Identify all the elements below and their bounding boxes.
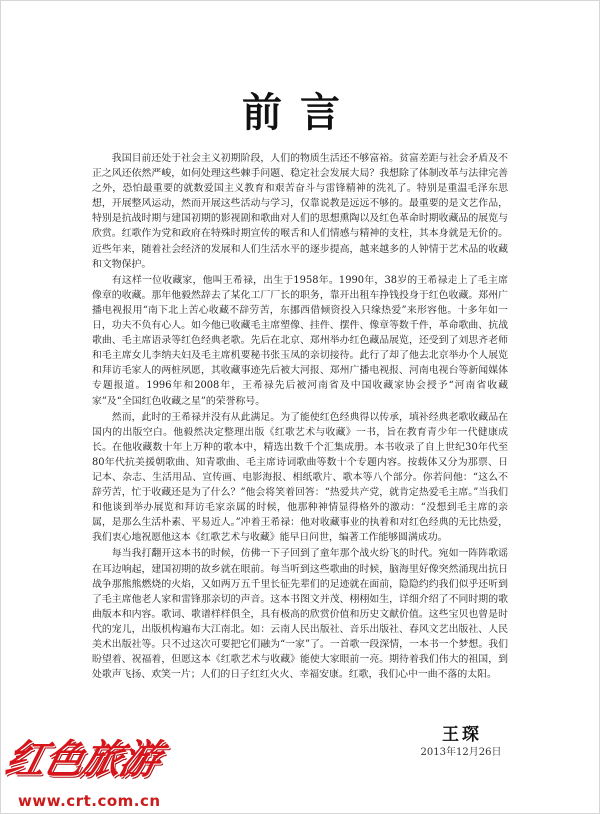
signature-date: 2013年12月26日 <box>420 747 502 758</box>
paragraph-4: 每当我打翻开这本书的时候，仿佛一下子回到了童年那个战火纷飞的时代。宛如一阵阵歌谣在耳边响起，建国初期的故乡就在眼前。每当听到这些歌曲的时候，脑海里好像突然涌现出抗日战争那熊熊燃烧的火焰，又如两万五千里长征先辈们的足迹就在面前，隐隐约约我们似乎还听到了毛主席他老人家和雷锋那亲切的声音。这本书图文并茂、栩栩如生，详细介绍了不同时期的歌曲版本和内容。歌词、歌谱样样俱全，具有极高的欣赏价值和历史文献价值。这些宝贝也曾是时代的宠儿，出版机构遍布大江南北。如：云南人民出版社、音乐出版社、春风文艺出版社、人民美术出版社等。只不过这次可要把它们融为“一家”了。一首歌一段深情，一本书一个梦想。我们盼望着、祝福着，但愿这本《红歌艺术与收藏》能使大家眼前一亮。期待着我们伟大的祖国，到处歌声飞扬、欢笑一片；人们的日子红红火火、幸福安康。红歌，我们心中一曲不落的太阳。 <box>92 548 508 681</box>
paragraph-1: 我国目前还处于社会主义初期阶段，人们的物质生活还不够富裕。贫富差距与社会矛盾及不正之风还依然严峻，如何处理这些棘手问题、稳定社会发展大局？我想除了体制改革与法律完善之外，恐怕最重要的就数爱国主义教育和艰苦奋斗与雷锋精神的洗礼了。特别是重温毛泽东思想，开展整风运动，然而开展这些活动与学习，仅靠说教是远远不够的。最重要的是文艺作品，特别是抗战时期与建国初期的影视剧和歌曲对人们的思想熏陶以及红色革命时期收藏品的展览与欣赏。红歌作为党和政府在特殊时期宣传的喉舌和人们情感与精神的支柱，其本身就是无价的。近些年来，随着社会经济的发展和人们生活水平的逐步提高，越来越多的人钟情于艺术品的收藏和文物保护。 <box>92 153 508 270</box>
preface-body <box>92 151 508 683</box>
author-signature: 王琛 <box>442 725 482 745</box>
watermark-logo: 红色旅游 <box>0 737 164 783</box>
watermark-url: www.crt.com.cn <box>18 792 161 810</box>
paragraph-2: 有这样一位收藏家，他叫王希禄，出生于1958年。1990年，38岁的王希禄走上了毛主席像章的收藏。那年他毅然辞去了某化工厂厂长的职务，靠开出租车挣钱投身于红色收藏。郑州广播电视报用“南下北上苦心收藏不辞劳苦，东挪西借倾资投入只缘热爱”来形容他。十多年如一日，功夫不负有心人。如今他已收藏毛主席塑像、挂件、摆件、像章等数千件，革命歌曲、抗战歌曲、毛主席语录等红色经典老歌。先后在北京、郑州举办红色藏品展览，还受到了刘思齐老师和毛主席女儿李纳夫妇及毛主席机要秘书张玉凤的亲切接待。此行了却了他去北京举办个人展览和拜访毛家人的两桩夙愿，其收藏事迹先后被大河报、郑州广播电视报、河南电视台等新闻媒体专题报道。1996年和2008年，王希禄先后被河南省及中国收藏家协会授予“河南省收藏家”及“全国红色收藏之星”的荣誉称号。 <box>92 274 508 407</box>
page-title: 前言 <box>242 89 358 136</box>
site-watermark <box>0 737 204 814</box>
paragraph-3: 然而，此时的王希禄并没有从此满足。为了能使红色经典得以传承，填补经典老歌收藏品在国内的出版空白。他毅然决定整理出版《红歌艺术与收藏》一书，旨在教育青少年一代健康成长。在他收藏数十年上万种的歌本中，精选出数千个汇集成册。本书收录了自上世纪30年代至80年代抗美援朝歌曲、知青歌曲、毛主席诗词歌曲等数十个专题内容。按载体又分为那票、日记本、杂志、生活用品、宣传画、电影海报、相纸歌片、歌本等八个部分。你若问他：“这么不辞劳苦，忙于收藏还是为了什么？”他会将笑着回答：“热爱共产党，就肯定热爱毛主席。”当我们和他谈到举办展览和拜访毛家亲属的时候，他那种神情显得格外的激动：“没想到毛主席的亲属，是那么生活朴素、平易近人。”冲着王希禄：他对收藏事业的执着和对红色经典的无比热爱，我们衷心地祝愿他这本《红歌艺术与收藏》能早日问世，编著工作能够圆满成功。 <box>92 411 508 544</box>
